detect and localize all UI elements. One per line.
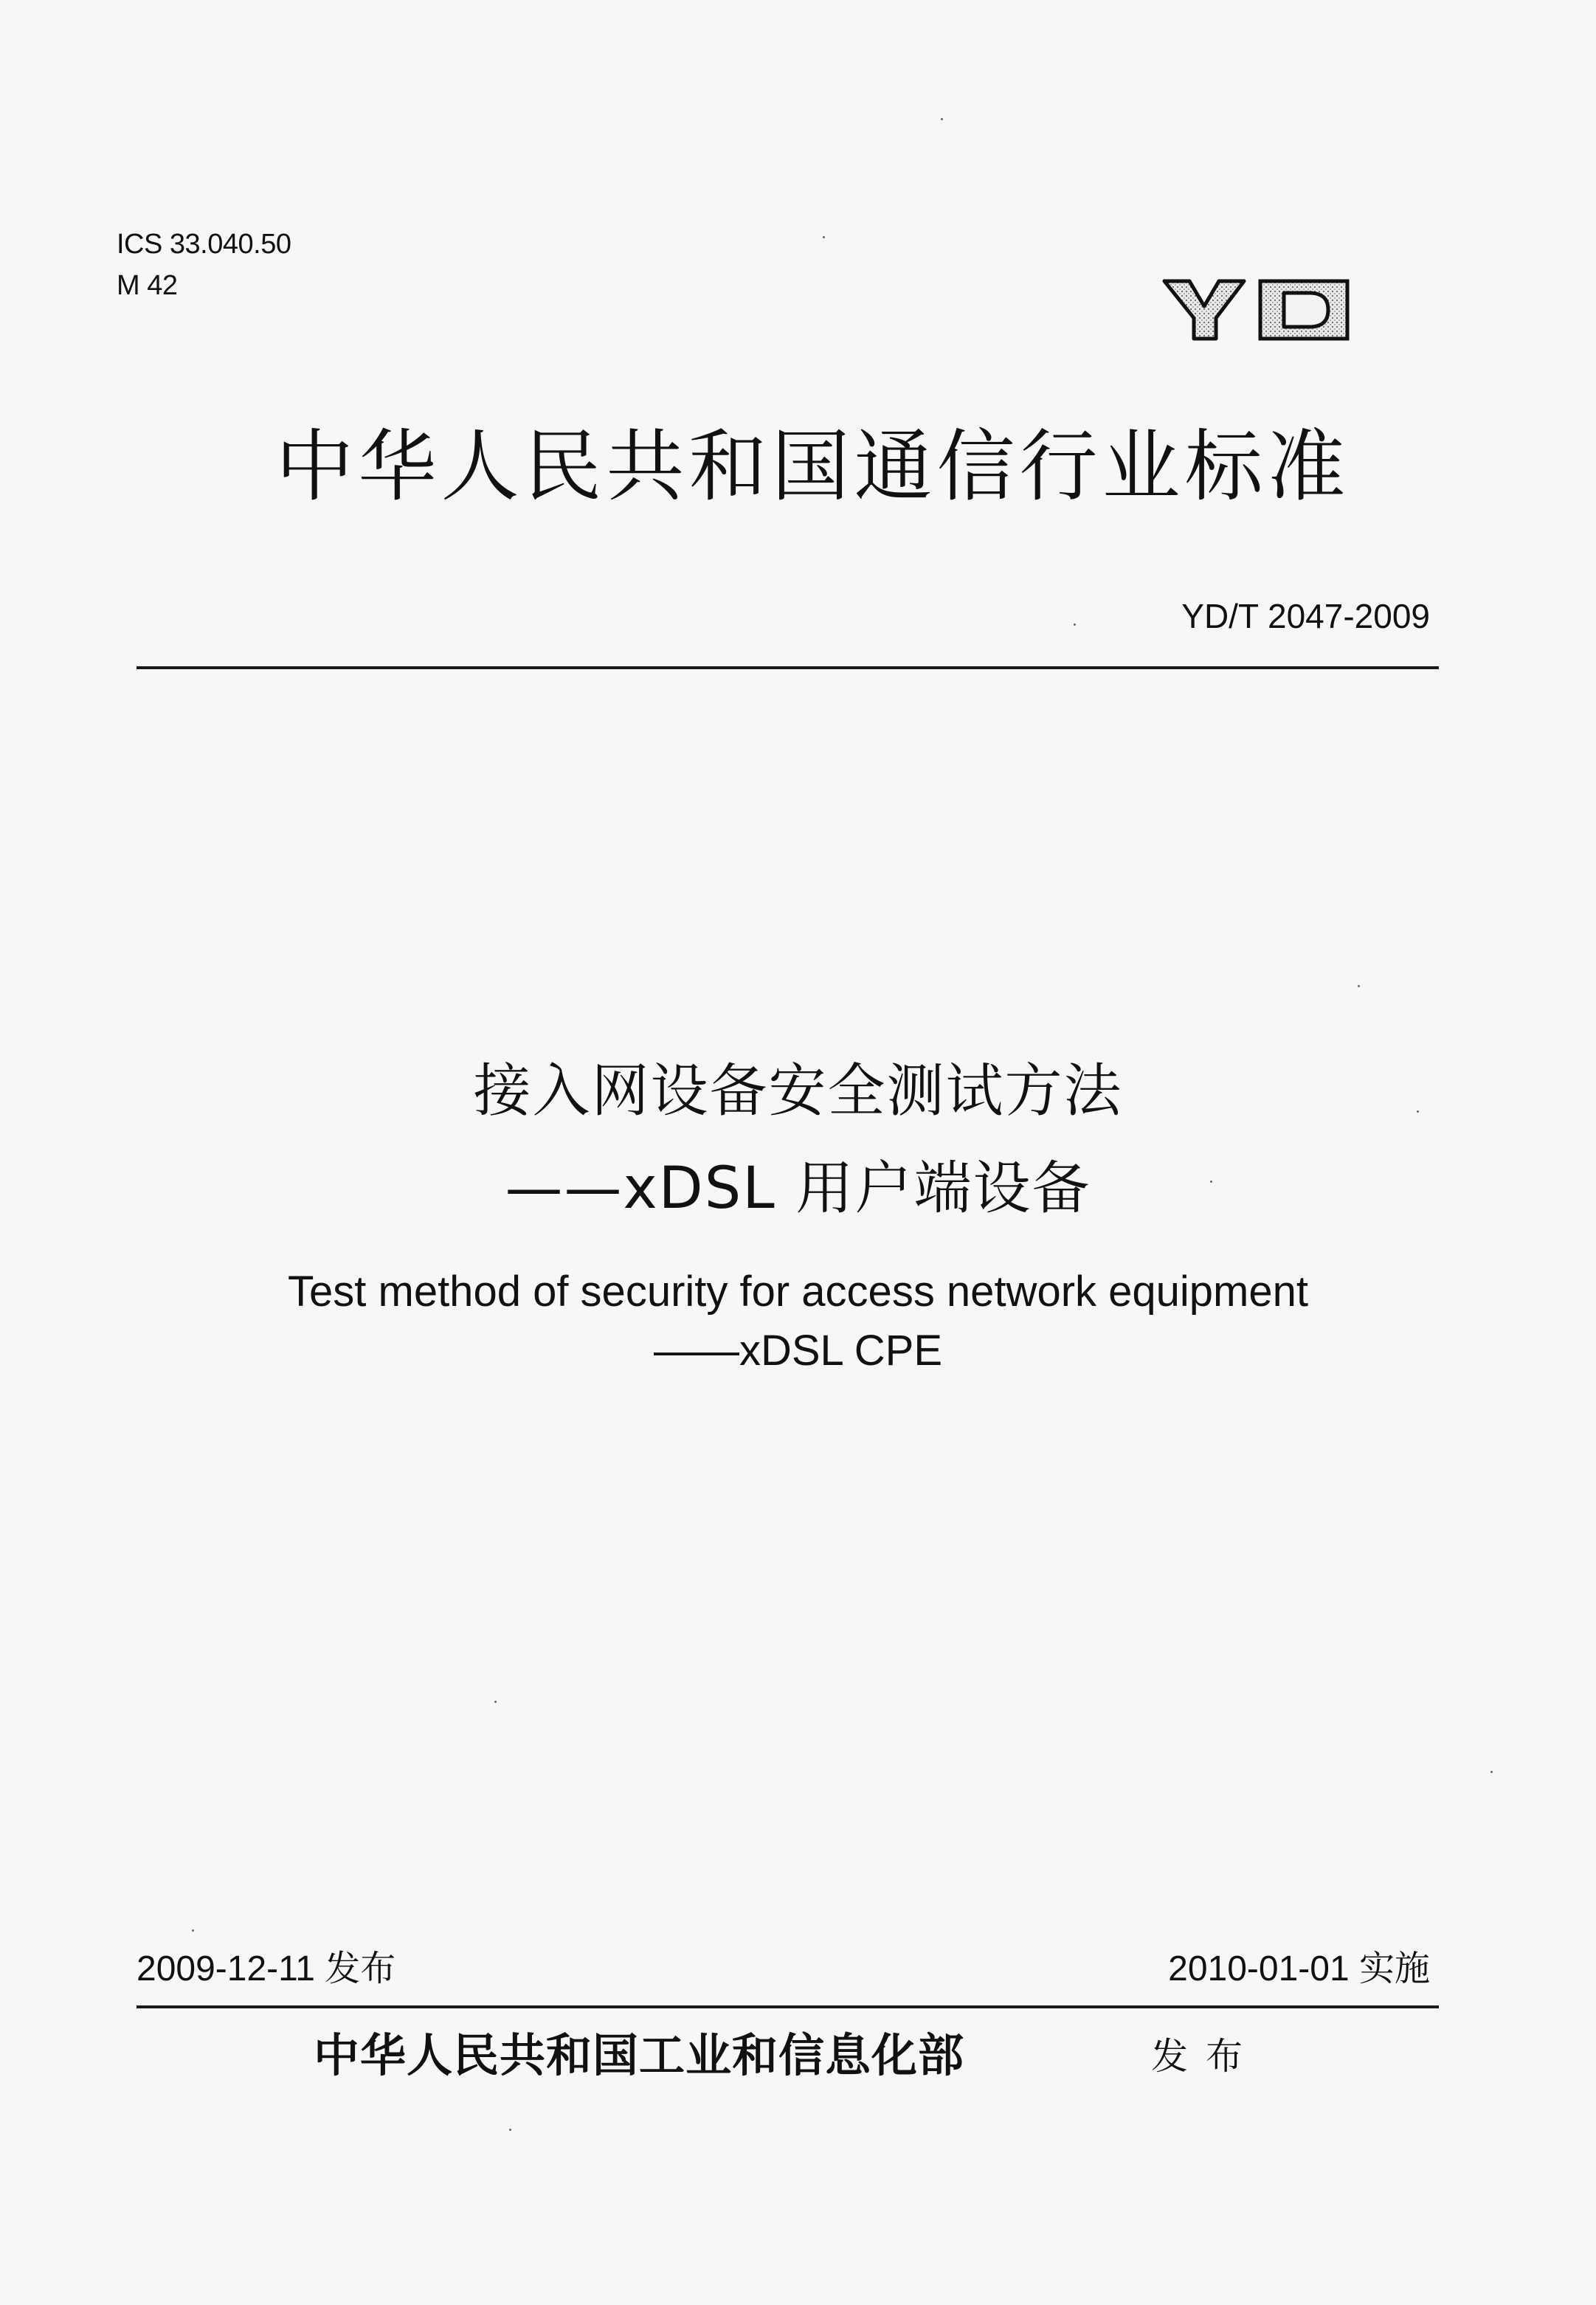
scan-speck — [941, 118, 943, 120]
scan-speck — [494, 1701, 497, 1703]
scan-speck — [1490, 1771, 1493, 1773]
standard-code: YD/T 2047-2009 — [1181, 597, 1430, 635]
title-en-line1: Test method of security for access network equipment — [288, 1268, 1308, 1316]
bottom-divider — [137, 2005, 1439, 2008]
ics-code: ICS 33.040.50 — [117, 229, 291, 260]
title-cn-line1: 接入网设备安全测试方法 — [473, 1058, 1123, 1124]
standard-title: 中华人民共和国通信行业标准 — [275, 421, 1350, 512]
scan-speck — [192, 1929, 194, 1932]
scan-speck — [1210, 1181, 1212, 1183]
logo-letter-d — [1260, 281, 1347, 339]
title-en-line2: ——xDSL CPE — [653, 1327, 943, 1375]
scan-speck — [509, 2129, 511, 2131]
issue-date: 2009-12-11 发布 — [137, 1949, 396, 1988]
yd-logo — [1158, 277, 1358, 343]
scan-speck — [823, 236, 825, 238]
logo-letter-y — [1164, 281, 1244, 339]
issuer-suffix: 发布 — [1151, 2035, 1260, 2078]
ccs-code: M 42 — [117, 270, 178, 301]
scan-speck — [1074, 623, 1076, 626]
implementation-date: 2010-01-01 实施 — [1168, 1949, 1430, 1988]
title-cn-line2: ——xDSL 用户端设备 — [505, 1155, 1091, 1222]
issuer-name: 中华人民共和国工业和信息化部 — [314, 2028, 965, 2082]
scan-speck — [1417, 1110, 1419, 1113]
top-divider — [137, 666, 1439, 669]
scan-speck — [1358, 985, 1360, 987]
